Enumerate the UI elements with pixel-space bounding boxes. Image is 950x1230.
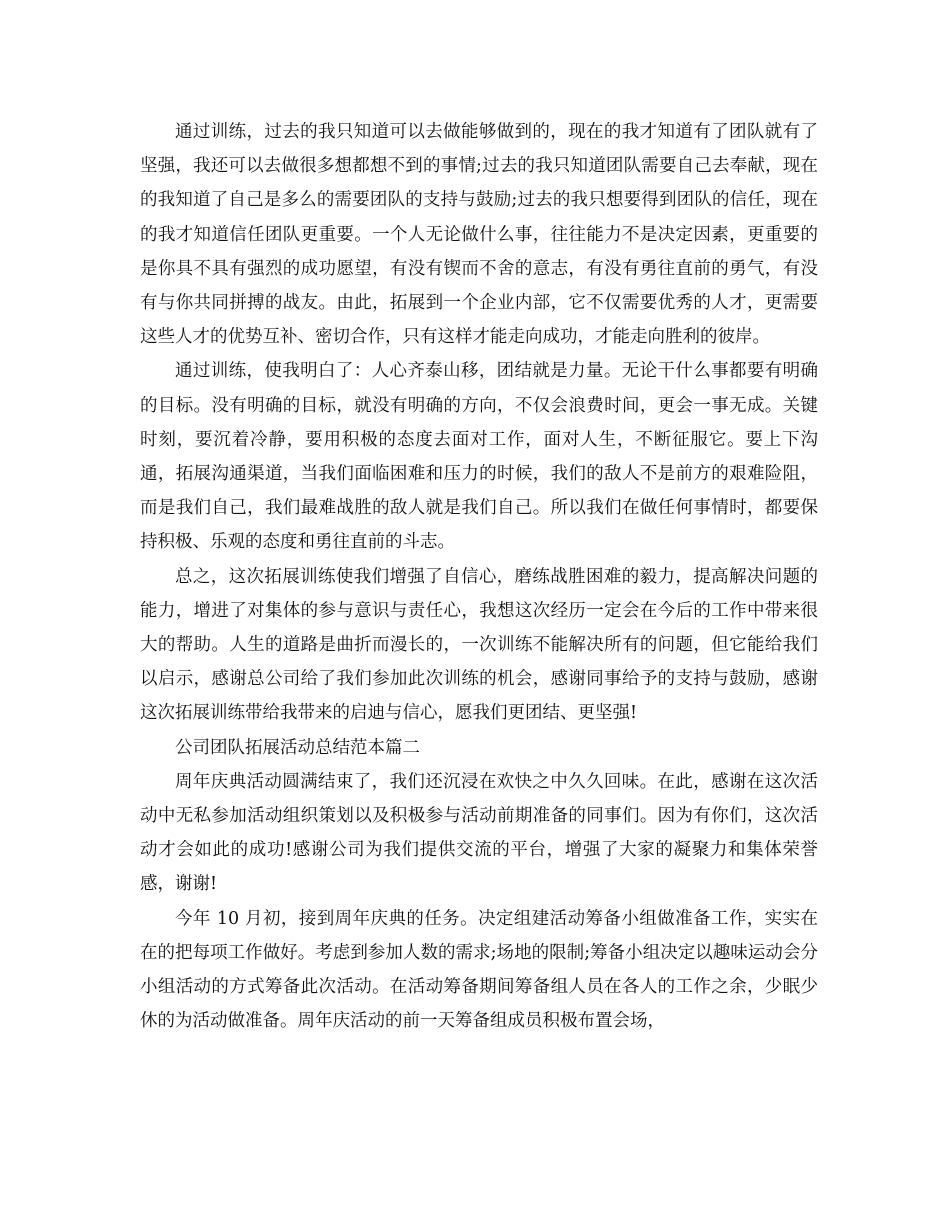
paragraph-training-lesson: 通过训练，使我明白了：人心齐泰山移，团结就是力量。无论干什么事都要有明确的目标。没有明确的目标，就没有明确的方向，不仅会浪费时间，更会一事无成。关键时刻，要沉着冷静，要用积极的态度去面对工作，面对人生，不断征服它。要上下沟通，拓展沟通渠道，当我们面临困难和压力的时候，我们的敌人不是前方的艰难险阻，而是我们自己，我们最难战胜的敌人就是我们自己。所以我们在做任何事情时，都要保持积极、乐观的态度和勇往直前的斗志。	[140, 361, 818, 553]
section-title: 公司团队拓展活动总结范本篇二	[175, 737, 420, 758]
paragraph-anniversary-preparation: 今年 10 月初，接到周年庆典的任务。决定组建活动筹备小组做准备工作，实实在在的把每项工作做好。考虑到参加人数的需求;场地的限制;筹备小组决定以趣味运动会分小组活动的方式筹备此次活动。在活动筹备期间筹备组人员在各人的工作之余，少眠少休的为活动做准备。周年庆活动的前一天筹备组成员积极布置会场，	[140, 908, 818, 1032]
paragraph-training-summary: 总之，这次拓展训练使我们增强了自信心，磨练战胜困难的毅力，提高解决问题的能力，增进了对集体的参与意识与责任心，我想这次经历一定会在今后的工作中带来很大的帮助。人生的道路是曲折而漫长的，一次训练不能解决所有的问题，但它能给我们以启示，感谢总公司给了我们参加此次训练的机会，感谢同事给予的支持与鼓励，感谢这次拓展训练带给我带来的启迪与信心，愿我们更团结、更坚强!	[140, 566, 818, 724]
paragraph-training-team: 通过训练，过去的我只知道可以去做能够做到的，现在的我才知道有了团队就有了坚强，我还可以去做很多想都想不到的事情;过去的我只知道团队需要自己去奉献，现在的我知道了自己是多么的需要团队的支持与鼓励;过去的我只想要得到团队的信任，现在的我才知道信任团队更重要。一个人无论做什么事，往往能力不是决定因素，更重要的是你具不具有强烈的成功愿望，有没有锲而不舍的意志，有没有勇往直前的勇气，有没有与你共同拼搏的战友。由此，拓展到一个企业内部，它不仅需要优秀的人才，更需要这些人才的优势互补、密切合作，只有这样才能走向成功，才能走向胜利的彼岸。	[140, 122, 818, 348]
paragraph-anniversary-thanks: 周年庆典活动圆满结束了，我们还沉浸在欢快之中久久回味。在此，感谢在这次活动中无私参加活动组织策划以及积极参与活动前期准备的同事们。因为有你们，这次活动才会如此的成功!感谢公司为我们提供交流的平台，增强了大家的凝聚力和集体荣誉感，谢谢!	[140, 771, 818, 895]
